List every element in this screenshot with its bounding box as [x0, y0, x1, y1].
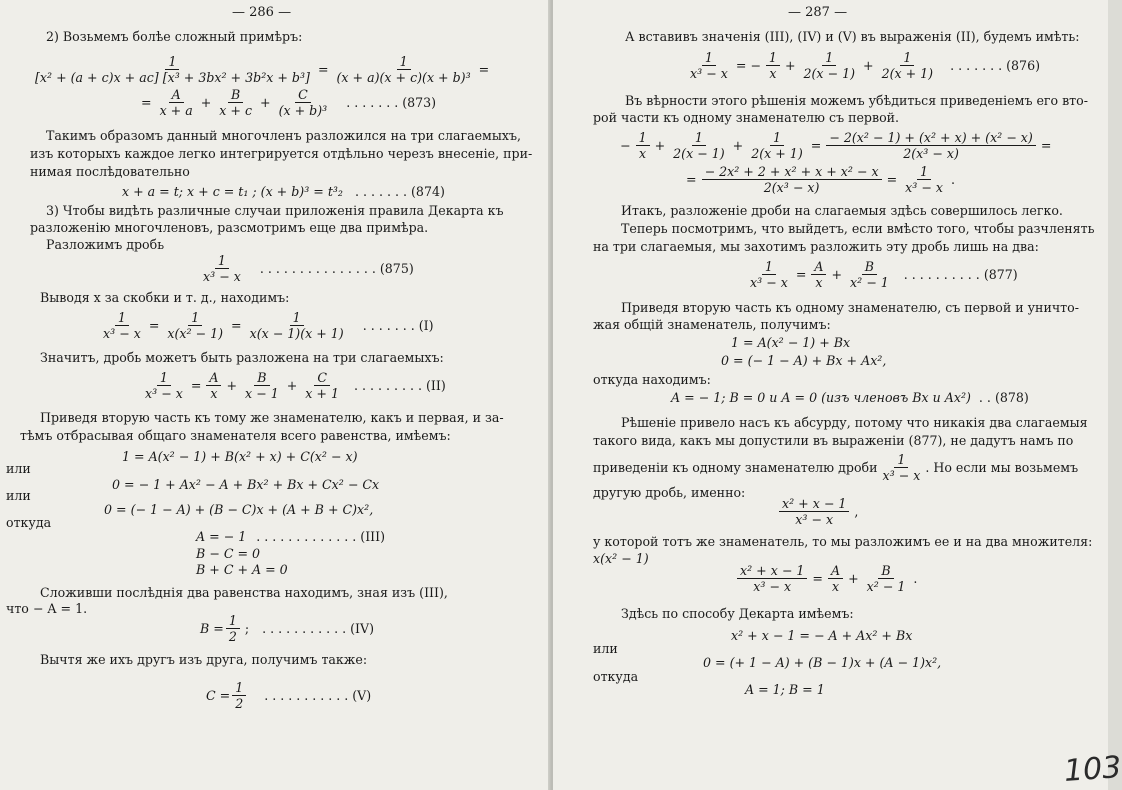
- equation: 1 = A(x² − 1) + B(x² + x) + C(x² − x): [122, 449, 358, 464]
- label-whence: откуда: [593, 669, 639, 684]
- equation-877: $\frac{1}{\text{x³ − x}}$ = $\frac{A}{x}$ + $\frac{B}{\text{x² − 1}}$ .......... (877): [750, 259, 1018, 290]
- paragraph: нимая послѣдовательно: [30, 164, 190, 179]
- paragraph: Приведя вторую часть къ тому же знаменателю, какъ и первая, и за-: [40, 410, 504, 425]
- paragraph: у которой тотъ же знаменатель, то мы разложимъ ее и на два множителя:: [593, 534, 1093, 549]
- equation-875: $\frac{1}{\text{x³ − x}}$ ............... (875): [203, 253, 414, 284]
- equation: 1 = A(x² − 1) + Bx: [731, 335, 851, 350]
- paragraph: Сложивши послѣднія два равенства находимъ, зная изъ (III),: [40, 585, 448, 600]
- equation-V: C = $\frac{1}{2}$ ........... (V): [206, 680, 372, 711]
- paragraph: Выводя x за скобки и т. д., находимъ:: [40, 290, 290, 305]
- equation: x² + x − 1 = − A + Ax² + Bx: [731, 628, 913, 643]
- paragraph: жая общій знаменатель, получимъ:: [593, 317, 831, 332]
- paragraph: разложенію многочленовъ, разсмотримъ еще два примѣра.: [30, 220, 429, 235]
- paragraph: 3) Чтобы видѣть различные случаи приложенія правила Декарта къ: [46, 203, 504, 218]
- paragraph: 2) Возьмемъ болѣе сложный примѣръ:: [46, 29, 303, 44]
- paragraph: Здѣсь по способу Декарта имѣемъ:: [621, 606, 854, 621]
- paragraph: Рѣшеніе привело насъ къ абсурду, потому что никакія два слагаемыя: [621, 415, 1088, 430]
- equation: B − C = 0: [196, 546, 261, 561]
- equation: 0 = − 1 + Ax² − A + Bx² + Bx + Cx² − Cx: [112, 477, 380, 492]
- handwritten-page-number: 103: [1062, 750, 1122, 789]
- equation-IV: B = $\frac{1}{2}$ ; ........... (IV): [200, 613, 375, 644]
- paragraph: другую дробь, именно:: [593, 485, 746, 500]
- paragraph: откуда находимъ:: [593, 372, 711, 387]
- equation: B + C + A = 0: [196, 562, 288, 577]
- equation: 0 = (− 1 − A) + (B − C)x + (A + B + C)x²,: [104, 502, 374, 517]
- paragraph: приведеніи къ одному знаменателю дроби $\frac{1}{\text{x³ − x}}$ . Но если мы возьмемъ: [593, 452, 1079, 483]
- page-number: — 287 —: [788, 5, 848, 20]
- label-or: или: [6, 488, 31, 503]
- equation-878: A = − 1; B = 0 и A = 0 (изъ членовъ Bx и Ax²) .. (878): [671, 390, 1029, 405]
- equation-876: $\frac{1}{\text{x³ − x}}$ = − $\frac{1}{x}$ + $\frac{1}{2(x - 1)}$ + $\frac{1}{2(x + 1)}$ ....... (876): [690, 50, 1040, 81]
- label-or: или: [593, 641, 618, 656]
- paragraph: Теперь посмотримъ, что выйдетъ, если вмѣсто того, чтобы разчленять: [621, 221, 1095, 236]
- equation: A = 1; B = 1: [745, 682, 825, 697]
- equation: $\frac{1}{\text{[x² + (a + c)x + ac] [x³ + 3bx² + 3b²x + b³]}}$ = $\frac{1}{\text{(x + a)(x + c)(x + b)³}}$ =: [35, 54, 490, 85]
- equation: = $\frac{\text{− 2x² + 2 + x² + x + x² − x}}{\text{2(x³ − x)}}$ = $\frac{1}{\text{x³ − x}}$ .: [686, 164, 955, 195]
- equation: $\frac{\text{x² + x − 1}}{\text{x³ − x}}$ ,: [777, 496, 861, 527]
- equation-874: x + a = t; x + c = t₁ ; (x + b)³ = t³₂ ....... (874): [122, 184, 445, 199]
- paragraph: Разложимъ дробь: [46, 237, 165, 252]
- equation: − $\frac{1}{x}$ + $\frac{1}{2(x - 1)}$ + $\frac{1}{2(x + 1)}$ = $\frac{\text{− 2(x² − 1) + (x² + x) + (x² − x)}}{\text{2(x³ − x)}}$ =: [620, 130, 1052, 161]
- right-page: [553, 0, 1108, 790]
- left-page: [0, 0, 550, 790]
- equation-873: = $\frac{A}{x + a}$ + $\frac{B}{x + c}$ + $\frac{C}{\text{(x + b)³}}$ ....... (873): [141, 87, 437, 118]
- equation-III: A = − 1 ............. (III): [196, 529, 386, 544]
- paragraph: такого вида, какъ мы допустили въ выраженіи (877), не дадутъ намъ по: [593, 433, 1074, 448]
- page-number: — 286 —: [232, 5, 292, 20]
- paragraph: Вычтя же ихъ другъ изъ друга, получимъ также:: [40, 652, 368, 667]
- paragraph: Въ вѣрности этого рѣшенія можемъ убѣдиться приведеніемъ его вто-: [625, 93, 1088, 108]
- equation: 0 = (+ 1 − A) + (B − 1)x + (A − 1)x²,: [703, 655, 942, 670]
- paragraph: Значитъ, дробь можетъ быть разложена на три слагаемыхъ:: [40, 350, 444, 365]
- paragraph: А вставивъ значенія (III), (IV) и (V) въ выраженія (II), будемъ имѣть:: [625, 29, 1080, 44]
- paragraph: Приведя вторую часть къ одному знаменателю, съ первой и уничто-: [621, 300, 1079, 315]
- label-whence: откуда: [6, 515, 52, 530]
- paragraph: рой части къ одному знаменателю съ первой.: [593, 110, 900, 125]
- paragraph: Такимъ образомъ данный многочленъ разложился на три слагаемыхъ,: [46, 128, 521, 143]
- equation-II: $\frac{1}{\text{x³ − x}}$ = $\frac{A}{x}$ + $\frac{B}{x - 1}$ + $\frac{C}{x + 1}$ ......... (II): [145, 370, 446, 401]
- equation-I: $\frac{1}{\text{x³ − x}}$ = $\frac{1}{\text{x(x² − 1)}}$ = $\frac{1}{x(x - 1)(x + 1)}$ ....... (I): [103, 310, 434, 341]
- paragraph: Итакъ, разложеніе дроби на слагаемыя здѣсь совершилось легко.: [621, 203, 1063, 218]
- paragraph: изъ которыхъ каждое легко интегрируется отдѣльно черезъ внесеніе, при-: [30, 146, 533, 161]
- equation: 0 = (− 1 − A) + Bx + Ax²,: [721, 353, 887, 368]
- equation: $\frac{\text{x² + x − 1}}{\text{x³ − x}}$ = $\frac{A}{x}$ + $\frac{B}{\text{x² − 1}}$ .: [735, 563, 920, 594]
- label-or: или: [6, 461, 31, 476]
- paragraph: тѣмъ отбрасывая общаго знаменателя всего равенства, имѣемъ:: [20, 428, 451, 443]
- paragraph: на три слагаемыя, мы захотимъ разложить эту дробь лишь на два:: [593, 239, 1039, 254]
- paragraph: x(x² − 1): [593, 551, 649, 566]
- paragraph: что − A = 1.: [6, 601, 88, 616]
